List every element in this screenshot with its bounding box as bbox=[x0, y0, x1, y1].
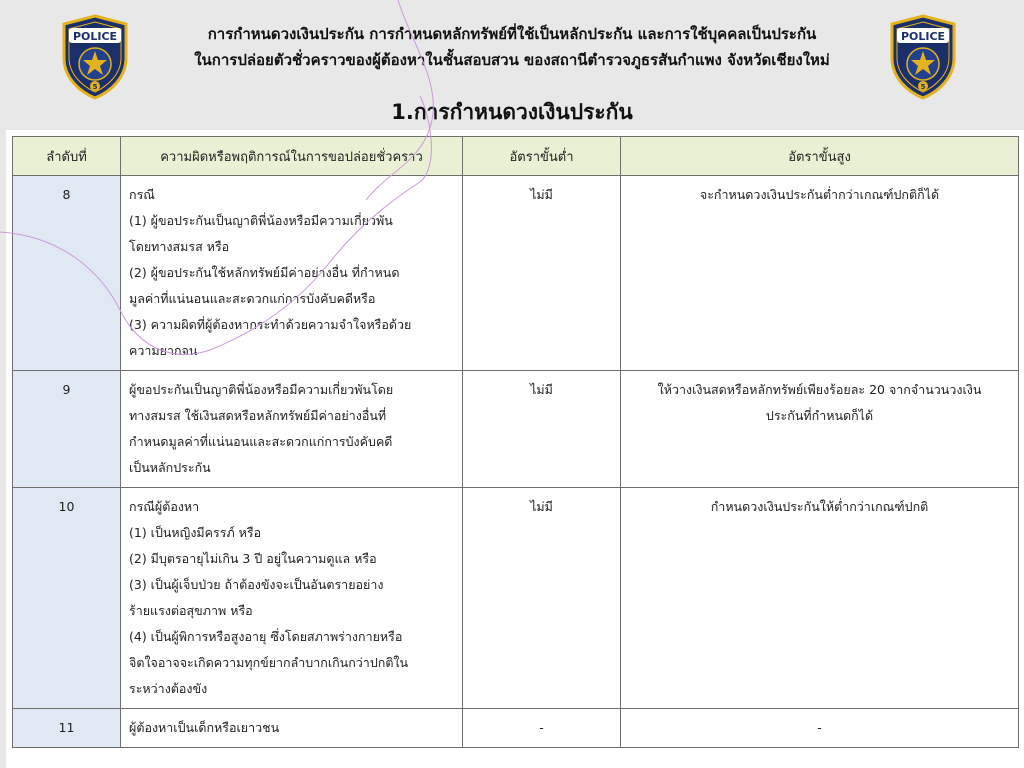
header-max-rate: อัตราขั้นสูง bbox=[621, 137, 1019, 176]
badge-top-text: POLICE bbox=[900, 30, 946, 43]
description-line: กำหนดมูลค่าที่แน่นอนและสะดวกแก่การบังคับคดี bbox=[129, 434, 393, 449]
row-description bbox=[121, 371, 463, 488]
description-line: (2) ผู้ขอประกันใช้หลักทรัพย์มีค่าอย่างอื่น ที่กำหนด bbox=[129, 265, 400, 280]
description-line: (4) เป็นผู้พิการหรือสูงอายุ ซึ่งโดยสภาพร่างกายหรือ bbox=[129, 629, 403, 644]
row-number: 9 bbox=[13, 371, 121, 488]
table-row bbox=[13, 176, 1019, 371]
description-line: (3) ความผิดที่ผู้ต้องหากระทำด้วยความจำใจหรือด้วย bbox=[129, 317, 412, 332]
document-title-line-1: การกำหนดวงเงินประกัน การกำหนดหลักทรัพย์ที่ใช้เป็นหลักประกัน และการใช้บุคคลเป็นประกัน bbox=[207, 25, 817, 43]
description-line: เป็นหลักประกัน bbox=[129, 460, 211, 475]
description-line: กรณีผู้ต้องหา bbox=[129, 499, 200, 514]
table-sheet bbox=[6, 130, 1024, 768]
max-rate-line: จะกำหนดวงเงินประกันต่ำกว่าเกณฑ์ปกติก็ได้ bbox=[699, 187, 940, 202]
badge-number: 5 bbox=[920, 83, 926, 91]
row-max-rate bbox=[621, 709, 1019, 748]
row-description bbox=[121, 709, 463, 748]
description-line: ร้ายแรงต่อสุขภาพ หรือ bbox=[129, 603, 253, 618]
description-line: กรณี bbox=[129, 187, 155, 202]
section-title: 1.การกำหนดวงเงินประกัน bbox=[391, 100, 633, 124]
row-min-rate: - bbox=[463, 709, 621, 748]
table-row bbox=[13, 371, 1019, 488]
row-number: 11 bbox=[13, 709, 121, 748]
row-min-rate: ไม่มี bbox=[463, 176, 621, 371]
description-line: ทางสมรส ใช้เงินสดหรือหลักทรัพย์มีค่าอย่างอื่นที่ bbox=[129, 408, 387, 423]
row-description bbox=[121, 488, 463, 709]
description-line: (1) เป็นหญิงมีครรภ์ หรือ bbox=[129, 525, 262, 540]
row-description bbox=[121, 176, 463, 371]
max-rate-line: - bbox=[817, 720, 822, 735]
header-min-rate: อัตราขั้นต่ำ bbox=[463, 137, 621, 176]
description-line: ผู้ขอประกันเป็นญาติพี่น้องหรือมีความเกี่ยวพันโดย bbox=[129, 382, 394, 397]
row-max-rate bbox=[621, 488, 1019, 709]
row-number: 8 bbox=[13, 176, 121, 371]
row-max-rate bbox=[621, 176, 1019, 371]
table-row bbox=[13, 709, 1019, 748]
description-line: โดยทางสมรส หรือ bbox=[129, 239, 230, 254]
max-rate-line: ประกันที่กำหนดก็ได้ bbox=[765, 408, 874, 423]
description-line: (3) เป็นผู้เจ็บป่วย ถ้าต้องขังจะเป็นอันตรายอย่าง bbox=[129, 577, 384, 592]
row-min-rate: ไม่มี bbox=[463, 488, 621, 709]
description-line: มูลค่าที่แน่นอนและสะดวกแก่การบังคับคดีหรือ bbox=[129, 291, 376, 306]
description-line: จิตใจอาจจะเกิดความทุกข์ยากลำบากเกินกว่าปกติใน bbox=[129, 655, 409, 670]
description-line: ระหว่างต้องขัง bbox=[129, 681, 208, 696]
badge-top-text: POLICE bbox=[72, 30, 118, 43]
badge-number: 5 bbox=[92, 83, 98, 91]
header-offense: ความผิดหรือพฤติการณ์ในการขอปล่อยชั่วคราว bbox=[121, 137, 463, 176]
document-title-line-2: ในการปล่อยตัวชั่วคราวของผู้ต้องหาในชั้นสอบสวน ของสถานีตำรวจภูธรสันกำแพง จังหวัดเชียงใหม่ bbox=[194, 51, 830, 69]
row-max-rate bbox=[621, 371, 1019, 488]
page-header bbox=[0, 0, 1024, 132]
row-min-rate: ไม่มี bbox=[463, 371, 621, 488]
police-badge-logo-right bbox=[888, 14, 958, 100]
description-line: ความยากจน bbox=[129, 343, 198, 358]
description-line: ผู้ต้องหาเป็นเด็กหรือเยาวชน bbox=[129, 720, 280, 735]
description-line: (1) ผู้ขอประกันเป็นญาติพี่น้องหรือมีความเกี่ยวพัน bbox=[129, 213, 393, 228]
header-order: ลำดับที่ bbox=[13, 137, 121, 176]
table-header-row bbox=[13, 137, 1019, 176]
bail-rate-table bbox=[12, 136, 1019, 748]
police-badge-logo-left bbox=[60, 14, 130, 100]
description-line: (2) มีบุตรอายุไม่เกิน 3 ปี อยู่ในความดูแล หรือ bbox=[129, 551, 377, 566]
row-number: 10 bbox=[13, 488, 121, 709]
table-row bbox=[13, 488, 1019, 709]
max-rate-line: กำหนดวงเงินประกันให้ต่ำกว่าเกณฑ์ปกติ bbox=[710, 499, 929, 514]
max-rate-line: ให้วางเงินสดหรือหลักทรัพย์เพียงร้อยละ 20 จากจำนวนวงเงิน bbox=[657, 382, 982, 397]
